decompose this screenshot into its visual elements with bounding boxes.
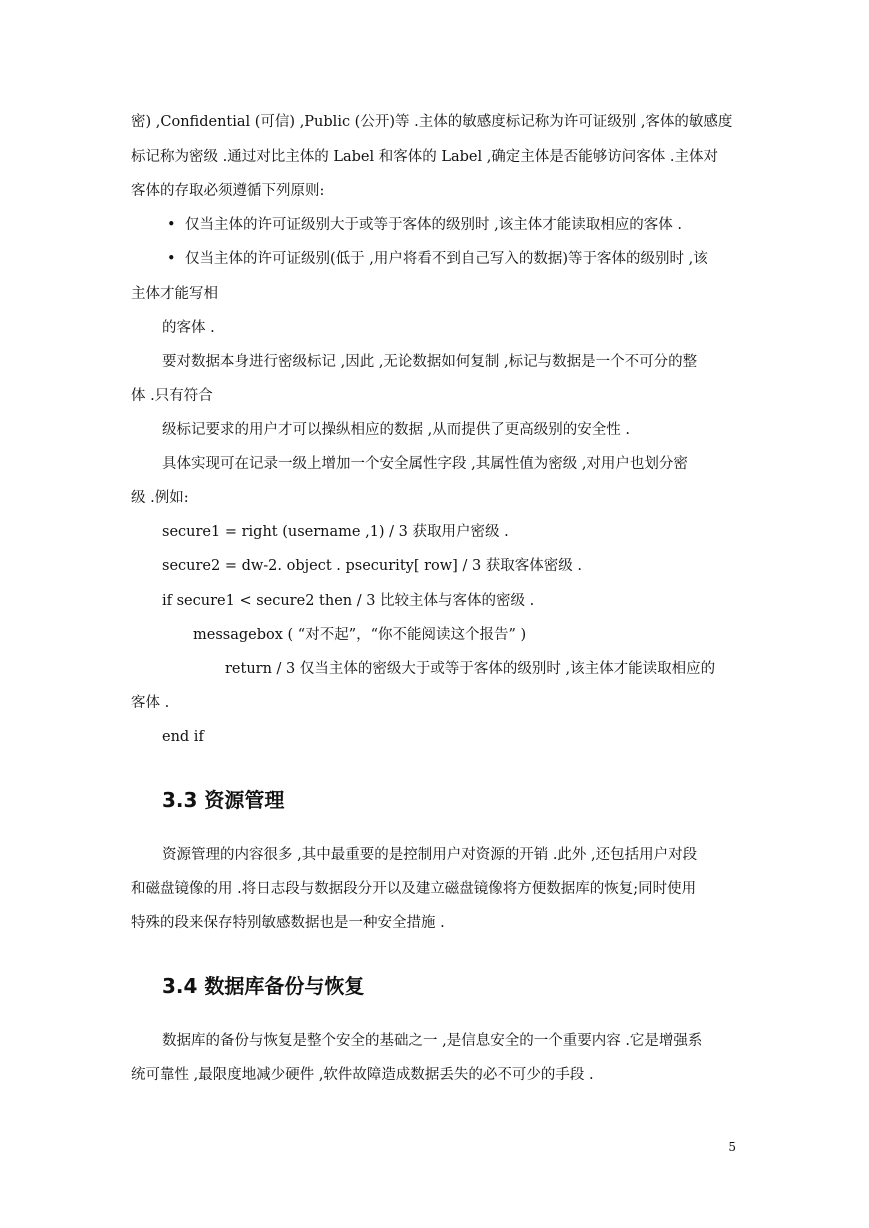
bullet-icon: • — [167, 217, 176, 233]
text-line: 统可靠性 ,最限度地减少硬件 ,软件故障造成数据丢失的必不可少的手段 . — [131, 1067, 594, 1083]
text-line: 级 .例如: — [131, 490, 189, 506]
code-line: 客体 . — [131, 695, 170, 711]
text-line: 资源管理的内容很多 ,其中最重要的是控制用户对资源的开销 .此外 ,还包括用户对段 — [162, 847, 698, 863]
text-line: 密) ,Confidential (可信) ,Public (公开)等 .主体的敏感度标记称为许可证级别 ,客体的敏感度 — [131, 114, 733, 130]
text-line: 特殊的段来保存特别敏感数据也是一种安全措施 . — [131, 915, 445, 931]
code-line: messagebox ( “对不起”，“你不能阅读这个报告” ) — [193, 627, 527, 643]
text-line: 级标记要求的用户才可以操纵相应的数据 ,从而提供了更高级别的安全性 . — [162, 422, 630, 438]
text-line: 客体的存取必须遵循下列原则: — [131, 183, 325, 199]
section-heading: 3.3 资源管理 — [162, 788, 285, 812]
code-line: end if — [162, 729, 204, 745]
text-line: 和磁盘镜像的用 .将日志段与数据段分开以及建立磁盘镜像将方便数据库的恢复;同时使用 — [131, 881, 697, 897]
text-line: 数据库的备份与恢复是整个安全的基础之一 ,是信息安全的一个重要内容 .它是增强系 — [162, 1033, 703, 1049]
bullet-text: 仅当主体的许可证级别大于或等于客体的级别时 ,该主体才能读取相应的客体 . — [185, 217, 682, 233]
text-line: 主体才能写相 — [131, 286, 218, 302]
bullet-icon: • — [167, 251, 176, 267]
bullet-item — [167, 215, 738, 235]
code-line: if secure1 < secure2 then / 3 比较主体与客体的密级 . — [162, 593, 535, 609]
text-line: 要对数据本身进行密级标记 ,因此 ,无论数据如何复制 ,标记与数据是一个不可分的整 — [162, 354, 698, 370]
text-line: 体 .只有符合 — [131, 388, 213, 404]
page-number: 5 — [728, 1140, 736, 1154]
bullet-text: 仅当主体的许可证级别(低于 ,用户将看不到自己写入的数据)等于客体的级别时 ,该 — [185, 251, 708, 267]
section-heading: 3.4 数据库备份与恢复 — [162, 974, 365, 998]
code-line: return / 3 仅当主体的密级大于或等于客体的级别时 ,该主体才能读取相应的 — [225, 661, 716, 677]
text-line: 的客体 . — [162, 320, 215, 336]
text-line: 标记称为密级 .通过对比主体的 Label 和客体的 Label ,确定主体是否能够访问客体 .主体对 — [131, 149, 719, 165]
code-line: secure2 = dw-2. object . psecurity[ row] / 3 获取客体密级 . — [162, 558, 582, 574]
bullet-item — [167, 249, 738, 269]
text-line: 具体实现可在记录一级上增加一个安全属性字段 ,其属性值为密级 ,对用户也划分密 — [162, 456, 688, 472]
code-line: secure1 = right (username ,1) / 3 获取用户密级 . — [162, 524, 509, 540]
